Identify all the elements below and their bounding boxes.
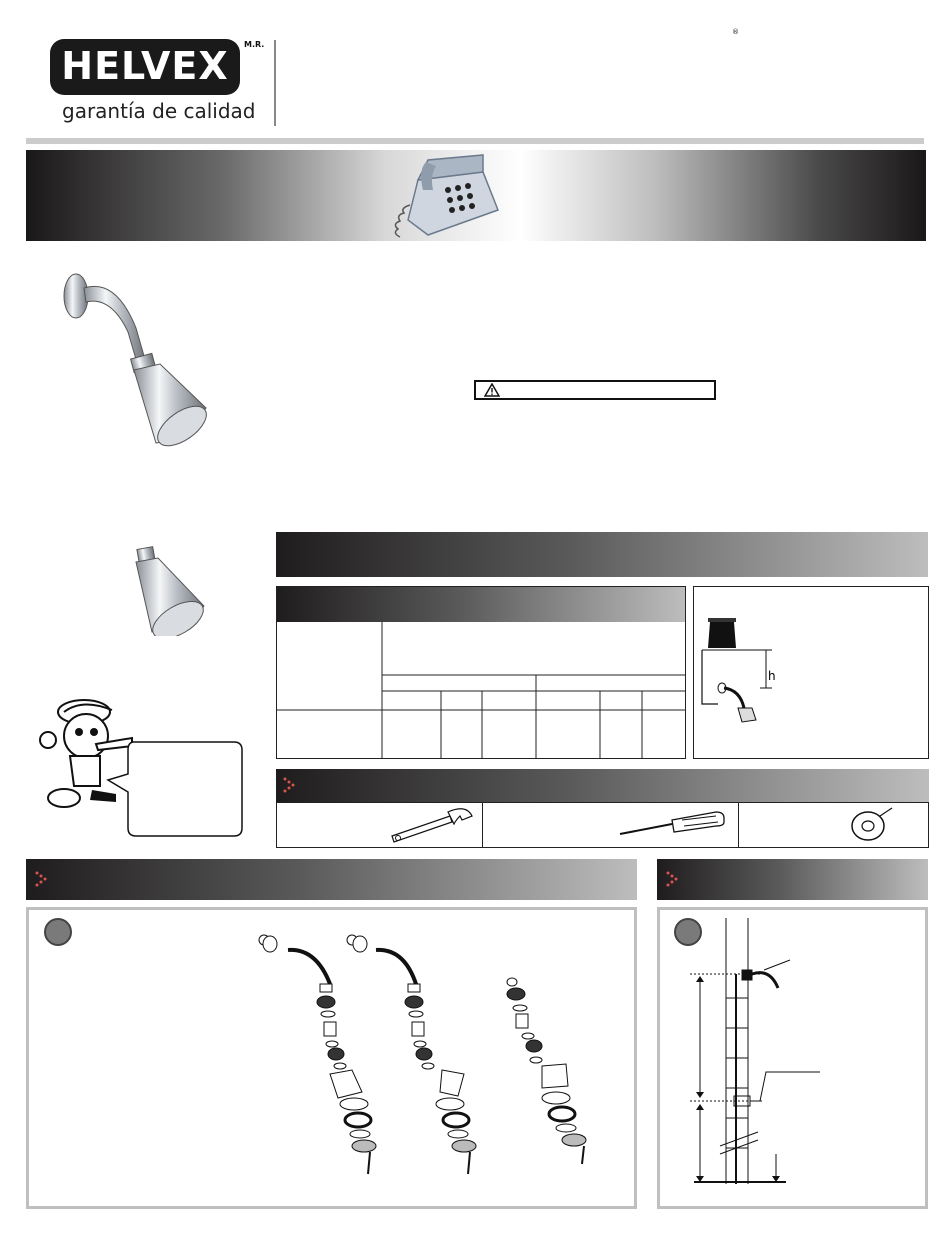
screwdriver-icon	[616, 806, 726, 842]
install-section-bar	[657, 859, 928, 900]
step-circle-1	[44, 918, 72, 946]
logo-text: HELVEX	[61, 44, 229, 88]
registered-mark: ®	[732, 28, 739, 36]
header-divider	[274, 40, 276, 126]
speech-bubble	[104, 740, 244, 838]
logo-mark: M.R.	[244, 40, 265, 49]
spec-table-grid	[276, 622, 686, 759]
shower-head	[124, 544, 210, 636]
tools-section-bar	[276, 769, 929, 802]
warning-box	[474, 380, 716, 400]
tools-divider-2	[738, 802, 739, 848]
teflon-tape-icon	[848, 804, 894, 844]
dots-arrow-icon-3	[665, 870, 679, 888]
top-rule	[26, 138, 924, 144]
tools-row	[276, 802, 929, 848]
shower-head-with-arm	[56, 268, 216, 448]
parts-section-bar	[26, 859, 637, 900]
wall-installation-diagram	[690, 918, 840, 1192]
tagline: garantía de calidad	[62, 99, 256, 123]
dots-arrow-icon	[282, 776, 296, 794]
dots-arrow-icon-2	[34, 870, 48, 888]
telephone-icon	[388, 150, 508, 240]
svg-text:h: h	[768, 669, 776, 683]
tools-divider-1	[482, 802, 483, 848]
spec-table-header	[277, 587, 685, 622]
install-height-diagram	[698, 612, 808, 732]
exploded-parts-diagram	[244, 928, 624, 1178]
specs-section-bar	[276, 532, 928, 577]
adjustable-wrench-icon	[386, 806, 476, 846]
warning-triangle-icon	[484, 383, 500, 397]
